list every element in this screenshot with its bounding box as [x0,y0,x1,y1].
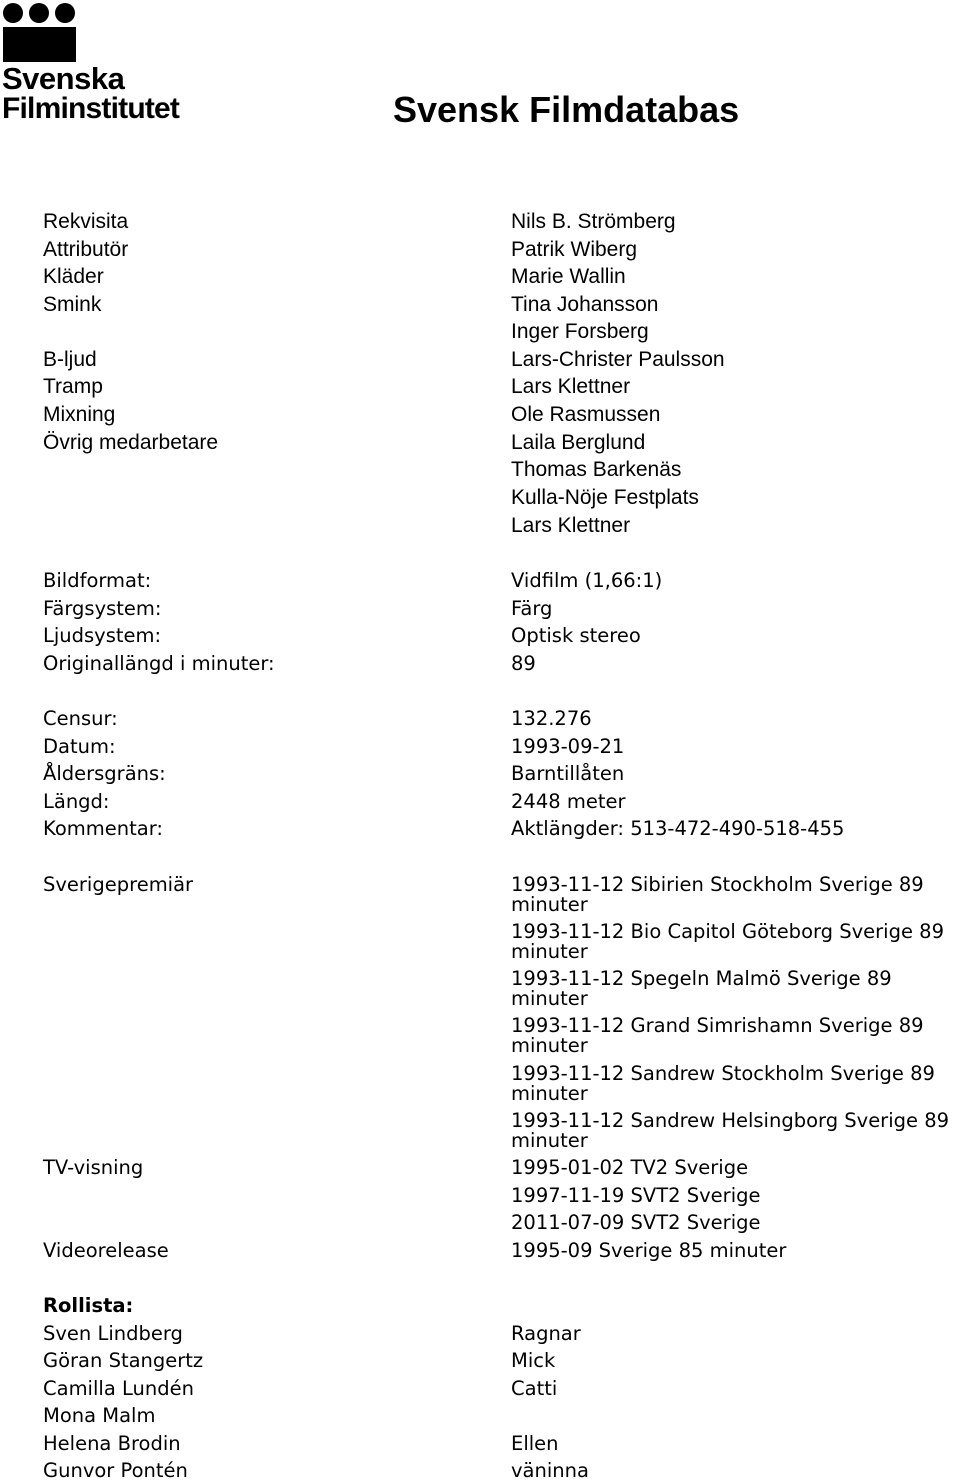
technical-value: Vidfilm (1,66:1) [511,569,663,592]
cast-role: Catti [511,1377,558,1400]
technical-label: Ljudsystem: [43,624,162,647]
premiere-entry: 1993-11-12 Sandrew Stockholm Sverige 89 minuter [511,1062,935,1105]
crew-label: B-ljud [43,348,97,371]
crew-value: Laila Berglund [511,431,646,454]
tv-entry: 1995-01-02 TV2 Sverige [511,1156,749,1179]
cast-role: Mick [511,1349,556,1372]
cast-actor: Helena Brodin [43,1432,181,1455]
crew-value: Kulla-Nöje Festplats [511,486,699,509]
premiere-entry: 1993-11-12 Sandrew Helsingborg Sverige 89 minuter [511,1109,950,1152]
video-entry: 1995-09 Sverige 85 minuter [511,1239,787,1262]
technical-value: 89 [511,652,536,675]
premiere-label: Sverigepremiär [43,873,194,896]
crew-value: Lars Klettner [511,514,631,537]
logo-wordmark-line1: Svenska [2,61,125,96]
cast-role: Ragnar [511,1322,581,1345]
tv-label: TV-visning [43,1156,144,1179]
censorship-label: Längd: [43,790,110,813]
crew-value: Nils B. Strömberg [511,210,676,233]
censorship-value: Aktlängder: 513-472-490-518-455 [511,817,845,840]
cast-actor: Göran Stangertz [43,1349,204,1372]
crew-label: Tramp [43,375,103,398]
svenska-filminstitutet-logo [0,0,210,130]
cast-heading: Rollista: [43,1294,134,1317]
tv-entry: 1997-11-19 SVT2 Sverige [511,1184,761,1207]
crew-value: Tina Johansson [511,293,659,316]
censorship-value: 1993-09-21 [511,735,625,758]
cast-actor: Camilla Lundén [43,1377,194,1400]
cast-actor: Sven Lindberg [43,1322,183,1345]
technical-value: Optisk stereo [511,624,641,647]
crew-label: Övrig medarbetare [43,431,219,454]
technical-label: Originallängd i minuter: [43,652,275,675]
censorship-value: 132.276 [511,707,592,730]
censorship-value: 2448 meter [511,790,626,813]
cast-role: Ellen [511,1432,559,1455]
censorship-label: Kommentar: [43,817,163,840]
censorship-value: Barntillåten [511,762,625,785]
crew-label: Smink [43,293,102,316]
crew-value: Thomas Barkenäs [511,458,682,481]
cast-actor: Gunvor Pontén [43,1459,188,1482]
crew-value: Lars-Christer Paulsson [511,348,725,371]
premiere-entry: 1993-11-12 Bio Capitol Göteborg Sverige 89 minuter [511,920,944,963]
censorship-label: Datum: [43,735,116,758]
crew-value: Lars Klettner [511,375,631,398]
technical-label: Bildformat: [43,569,152,592]
censorship-label: Åldersgräns: [43,762,166,785]
video-label: Videorelease [43,1239,169,1262]
crew-value: Patrik Wiberg [511,238,638,261]
crew-value: Marie Wallin [511,265,626,288]
tv-entry: 2011-07-09 SVT2 Sverige [511,1211,761,1234]
crew-label: Kläder [43,265,104,288]
cast-actor: Mona Malm [43,1404,156,1427]
censorship-label: Censur: [43,707,118,730]
page-title: Svensk Filmdatabas [393,89,740,130]
cast-role: väninna [511,1459,589,1482]
crew-value: Ole Rasmussen [511,403,661,426]
crew-label: Attributör [43,238,129,261]
premiere-entry: 1993-11-12 Spegeln Malmö Sverige 89 minuter [511,967,892,1010]
logo-wordmark-line2: Filminstitutet [2,92,180,125]
technical-label: Färgsystem: [43,597,162,620]
crew-label: Mixning [43,403,116,426]
premiere-entry: 1993-11-12 Sibirien Stockholm Sverige 89 minuter [511,873,924,916]
premiere-entry: 1993-11-12 Grand Simrishamn Sverige 89 minuter [511,1014,924,1057]
crew-value: Inger Forsberg [511,320,649,343]
technical-value: Färg [511,597,553,620]
crew-label: Rekvisita [43,210,129,233]
logo-block-icon [3,27,76,62]
